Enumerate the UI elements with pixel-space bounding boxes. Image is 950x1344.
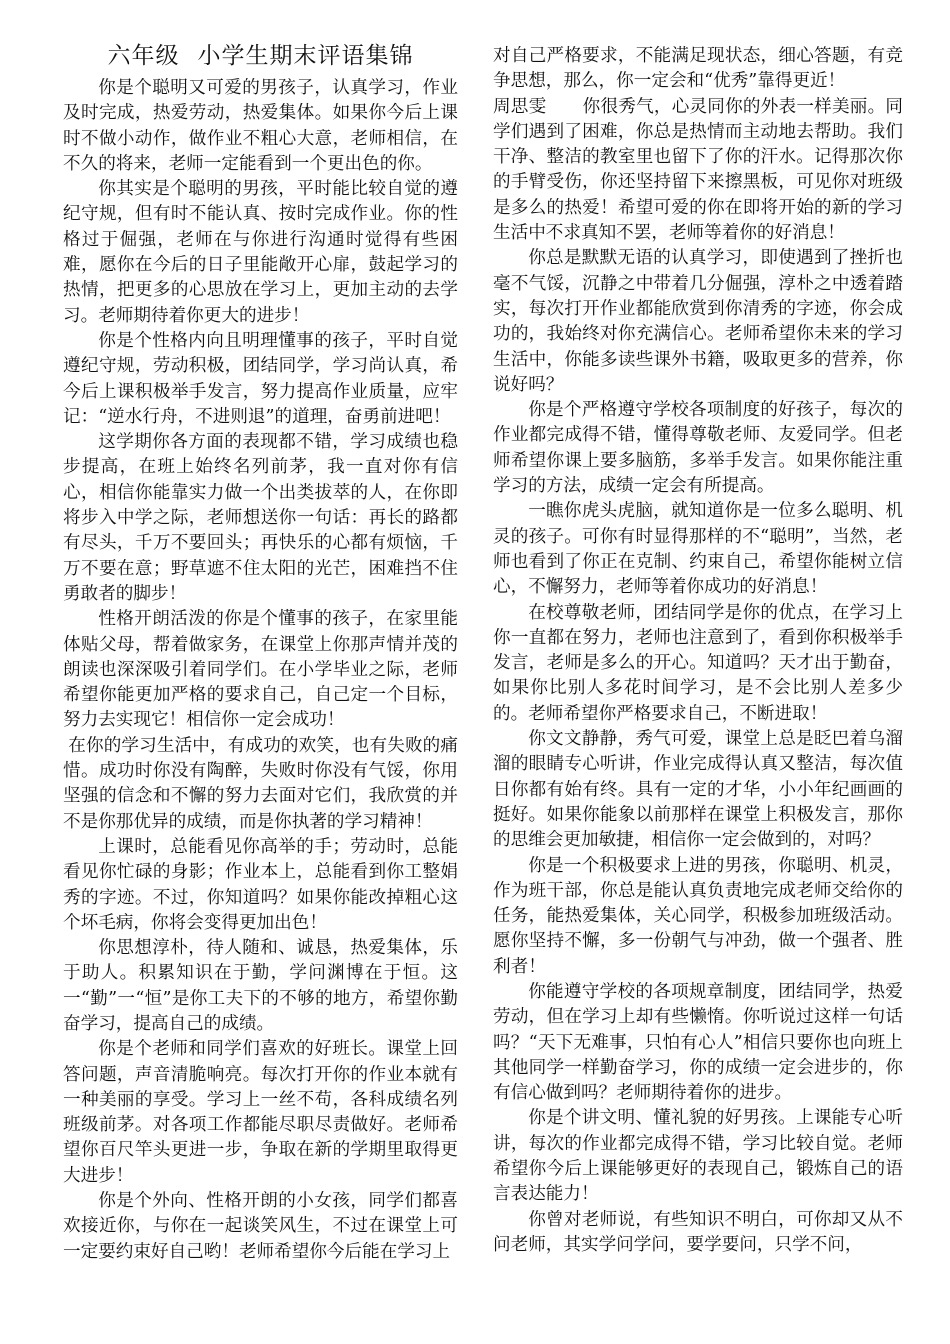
- student-name: 周思雯: [493, 96, 547, 117]
- comment-paragraph: 这学期你各方面的表现都不错，学习成绩也稳步提高，在班上始终名列前茅，我一直对你有信心，相信你能靠实力做一个出类拔萃的人，在你即将步入中学之际，老师想送你一句话：再长的路都有尽头，千万不要回头；再快乐的心都有烦恼，千万不要在意；野草遮不住太阳的光芒，困难挡不住勇敢者的脚步！: [63, 432, 458, 604]
- comment-paragraph: 在校尊敬老师，团结同学是你的优点，在学习上你一直都在努力，老师也注意到了，看到你积极举手发言，老师是多么的开心。知道吗？天才出于勤奋，如果你比别人多花时间学习，是不会比别人差多少的。老师希望你严格要求自己，不断进取！: [493, 602, 903, 724]
- comment-paragraph: 你曾对老师说，有些知识不明白，可你却又从不问老师，其实学问学问，要学要问，只学不问，: [493, 1209, 903, 1255]
- comment-paragraph: 你是个性格内向且明理懂事的孩子，平时自觉遵纪守规，劳动积极，团结同学，学习尚认真，希今后上课积极举手发言，努力提高作业质量，应牢记：“逆水行舟，不进则退”的道理，奋勇前进吧！: [63, 330, 458, 427]
- comment-paragraph: 你是一个积极要求上进的男孩，你聪明、机灵，作为班干部，你总是能认真负责地完成老师交给你的任务，能热爱集体，关心同学，积极参加班级活动。愿你坚持不懈，多一份朝气与冲劲，做一个强者、胜利者！: [493, 855, 903, 977]
- left-column: [63, 40, 458, 1265]
- comment-paragraph: 在你的学习生活中，有成功的欢笑，也有失败的痛惜。成功时你没有陶醉，失败时你没有气馁，你用坚强的信念和不懈的努力去面对它们，我欣赏的并不是你那优异的成绩，而是你执著的学习精神！: [63, 735, 458, 832]
- right-column: [493, 44, 903, 1258]
- comment-paragraph: 一瞧你虎头虎脑，就知道你是一位多么聪明、机灵的孩子。可你有时显得那样的不“聪明”，当然，老师也看到了你正在克制、约束自己，希望你能树立信心，不懈努力，老师等着你成功的好消息！: [493, 501, 903, 598]
- comment-paragraph: 你是个老师和同学们喜欢的好班长。课堂上回答问题，声音清脆响亮。每次打开你的作业本就有一种美丽的享受。学习上一丝不苟，各科成绩名列班级前茅。对各项工作都能尽职尽责做好。老师希望你百尺竿头更进一步，争取在新的学期里取得更大进步！: [63, 1039, 458, 1186]
- comment-paragraph: 你是个讲文明、懂礼貌的好男孩。上课能专心听讲，每次的作业都完成得不错，学习比较自觉。老师希望你今后上课能够更好的表现自己，锻炼自己的语言表达能力！: [493, 1108, 903, 1205]
- title-grade: 六年级: [107, 43, 180, 69]
- named-comment-text: 你很秀气，心灵同你的外表一样美丽。同学们遇到了困难，你总是热情而主动地去帮助。我们干净、整洁的教室里也留下了你的汗水。记得那次你的手臂受伤，你还坚持留下来擦黑板，可见你对班级是多么的热爱！希望可爱的你在即将开始的新的学习生活中不求真知不罢，老师等着你的好消息！: [493, 96, 903, 244]
- comment-paragraph: 你能遵守学校的各项规章制度，团结同学，热爱劳动，但在学习上却有些懒惰。你听说过这样一句话吗？“天下无难事，只怕有心人”相信只要你也向班上其他同学一样勤奋学习，你的成绩一定会进步的，你有信心做到吗？老师期待着你的进步。: [493, 981, 903, 1104]
- named-comment: [493, 95, 903, 247]
- comment-paragraph: 你是个严格遵守学校各项制度的好孩子，每次的作业都完成得不错，懂得尊敬老师、友爱同学。但老师希望你课上要多脑筋，多举手发言。如果你能注重学习的方法，成绩一定会有所提高。: [493, 400, 903, 497]
- title-main: 小学生期末评语集锦: [197, 43, 414, 69]
- comment-continuation: 对自己严格要求，不能满足现状态，细心答题，有竞争思想，那么，你一定会和“优秀”靠得更近！: [493, 46, 903, 92]
- comment-paragraph: 你文文静静，秀气可爱，课堂上总是眨巴着乌溜溜的眼睛专心听讲，作业完成得认真又整洁，每次值日你都有始有终。具有一定的才华，小小年纪画画的挺好。如果你能象以前那样在课堂上积极发言，那你的思维会更加敏捷，相信你一定会做到的，对吗？: [493, 729, 903, 851]
- comment-paragraph: 你是个聪明又可爱的男孩子，认真学习，作业及时完成，热爱劳动，热爱集体。如果你今后上课时不做小动作，做作业不粗心大意，老师相信，在不久的将来，老师一定能看到一个更出色的你。: [63, 78, 458, 174]
- comment-paragraph: 上课时，总能看见你高举的手；劳动时，总能看见你忙碌的身影；作业本上，总能看到你工整娟秀的字迹。不过，你知道吗？如果你能改掉粗心这个坏毛病，你将会变得更加出色！: [63, 836, 458, 933]
- comment-paragraph: 你思想淳朴，待人随和、诚恳，热爱集体，乐于助人。积累知识在于勤，学问渊博在于恒。这一“勤”一“恒”是你工夫下的不够的地方，希望你勤奋学习，提高自己的成绩。: [63, 938, 458, 1034]
- comment-paragraph: 你其实是个聪明的男孩，平时能比较自觉的遵纪守规，但有时不能认真、按时完成作业。你的性格过于倔强，老师在与你进行沟通时觉得有些困难，愿你在今后的日子里能敞开心扉，鼓起学习的热情，把更多的心思放在学习上，更加主动的去学习。老师期待着你更大的进步！: [63, 179, 458, 326]
- comment-paragraph: 性格开朗活泼的你是个懂事的孩子，在家里能体贴父母，帮着做家务，在课堂上你那声情并茂的朗读也深深吸引着同学们。在小学毕业之际，老师希望你能更加严格的要求自己，自己定一个目标，努力去实现它！相信你一定会成功！: [63, 609, 458, 731]
- comment-paragraph: 你总是默默无语的认真学习，即使遇到了挫折也毫不气馁，沉静之中带着几分倔强，淳朴之中透着踏实，每次打开作业都能欣赏到你清秀的字迹，你会成功的，我始终对你充满信心。老师希望你未来的学习生活中，你能多读些课外书籍，吸取更多的营养，你说好吗？: [493, 248, 903, 395]
- page-title: [63, 40, 458, 72]
- comment-paragraph: 你是个外向、性格开朗的小女孩，同学们都喜欢接近你，与你在一起谈笑风生，不过在课堂上可一定要约束好自己哟！老师希望你今后能在学习上: [63, 1191, 458, 1262]
